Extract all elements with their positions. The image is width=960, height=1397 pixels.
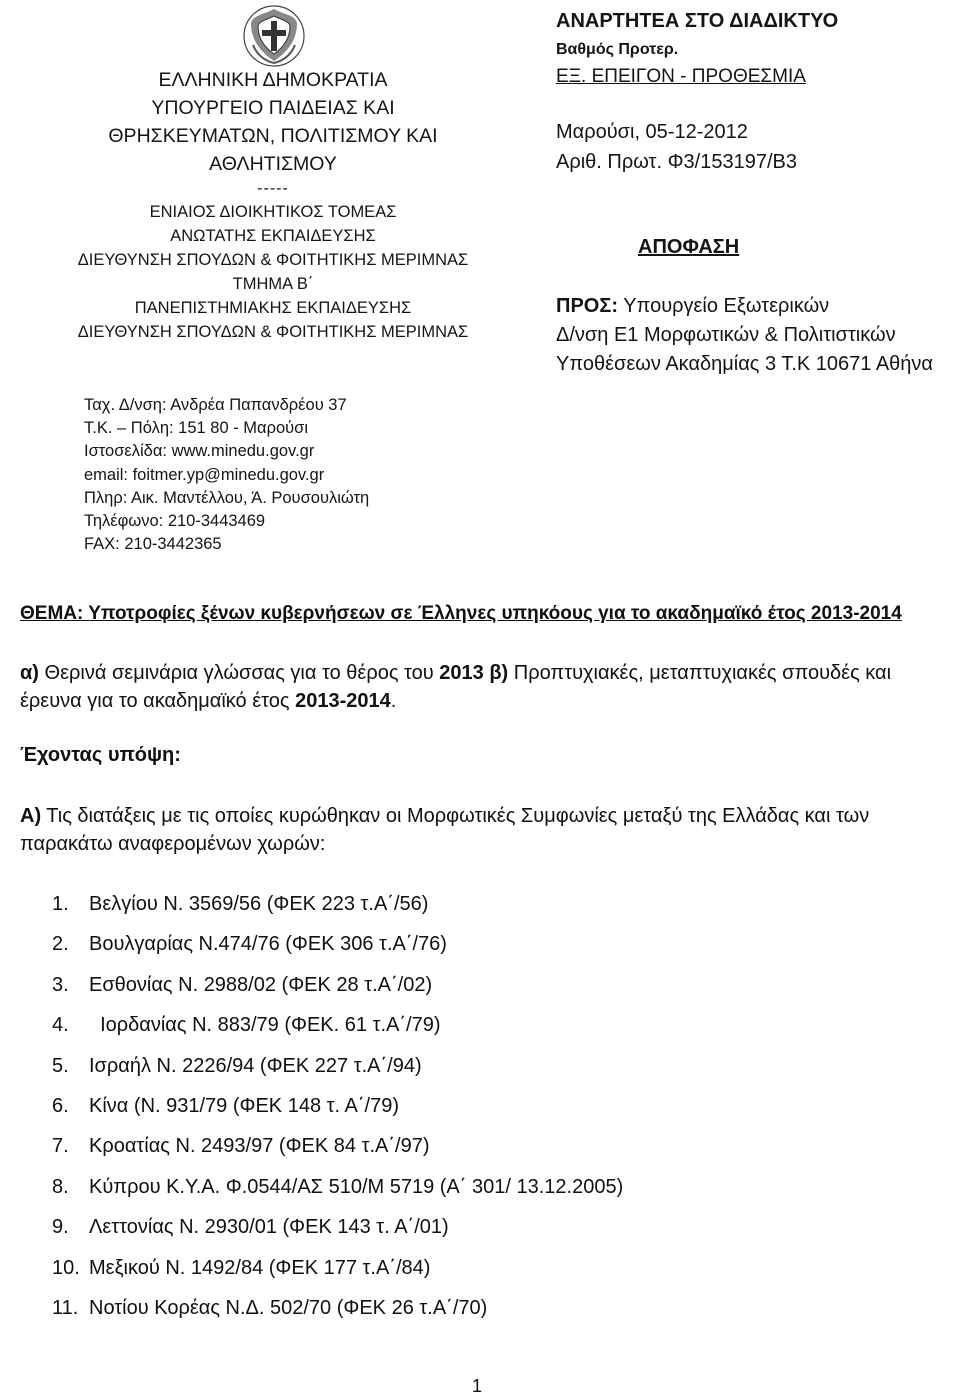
fax-number: FAX: 210-3442365 (84, 535, 222, 554)
decision-title: ΑΠΟΦΑΣΗ (638, 236, 740, 258)
recipient-line: Υποθέσεων Ακαδημίας 3 Τ.Κ 10671 Αθήνα (556, 353, 933, 375)
unit-line: ΤΜΗΜΑ Β΄ (232, 275, 314, 293)
website: Ιστοσελίδα: www.minedu.gov.gr (84, 442, 315, 461)
list-item: 4. Ιορδανίας Ν. 883/79 (ΦΕΚ. 61 τ.Α΄/79) (52, 1014, 441, 1037)
ministry-line: ΘΡΗΣΚΕΥΜΑΤΩΝ, ΠΟΛΙΤΙΣΜΟΥ ΚΑΙ (108, 125, 438, 147)
unit-line: ΔΙΕΥΘΥΝΣΗ ΣΠΟΥΔΩΝ & ΦΟΙΤΗΤΙΚΗΣ ΜΕΡΙΜΝΑΣ (77, 251, 469, 269)
list-item: 11. Νοτίου Κορέας Ν.Δ. 502/70 (ΦΕΚ 26 τ.Α΄/70) (52, 1296, 488, 1319)
intro-paragraph: α) Θερινά σεμινάρια γλώσσας για το θέρος του 2013 β) Προπτυχιακές, μεταπτυχιακές σπουδές και έρευνα για το ακαδημαϊκό έτος 2013-2014. (20, 662, 892, 712)
recipient-block (556, 292, 933, 379)
list-item: 6. Κίνα (Ν. 931/79 (ΦΕΚ 148 τ. Α΄/79) (52, 1094, 399, 1117)
unit-line: ΕΝΙΑΙΟΣ ΔΙΟΙΚΗΤΙΚΟΣ ΤΟΜΕΑΣ (149, 203, 397, 221)
greek-emblem-icon (243, 5, 305, 67)
recipient-label: ΠΡΟΣ: (556, 295, 619, 317)
priority-label: Βαθμός Προτερ. (556, 41, 679, 58)
protocol-number: Αριθ. Πρωτ. Φ3/153197/Β3 (556, 151, 797, 173)
list-item: 1. Βελγίου Ν. 3569/56 (ΦΕΚ 223 τ.Α΄/56) (52, 893, 429, 915)
email: email: foitmer.yp@minedu.gov.gr (84, 465, 325, 484)
postal-address: Ταχ. Δ/νση: Ανδρέα Παπανδρέου 37 (84, 396, 347, 414)
list-item: 5. Ισραήλ Ν. 2226/94 (ΦΕΚ 227 τ.Α΄/94) (52, 1054, 422, 1077)
provision-paragraph: Α) Τις διατάξεις με τις οποίες κυρώθηκαν οι Μορφωτικές Συμφωνίες μεταξύ της Ελλάδας και των παρακάτω αναφερομένων χωρών: (20, 805, 870, 855)
contact-info (84, 394, 369, 556)
page-number: 1 (472, 1376, 483, 1396)
considering-heading: Έχοντας υπόψη: (20, 744, 181, 766)
urgency-label: ΕΞ. ΕΠΕΙΓΟΝ - ΠΡΟΘΕΣΜΙΑ (556, 66, 806, 87)
subject-text: : Υποτροφίες ξένων κυβερνήσεων σε Έλληνες υπηκόους για το ακαδημαϊκό έτος 2013-2014 (77, 603, 902, 624)
posting-note: ΑΝΑΡΤΗΤΕΑ ΣΤΟ ΔΙΑΔΙΚΤΥΟ (556, 10, 839, 32)
ministry-line: ΥΠΟΥΡΓΕΙΟ ΠΑΙΔΕΙΑΣ ΚΑΙ (151, 97, 395, 119)
ministry-line: ΑΘΛΗΤΙΣΜΟΥ (209, 153, 337, 175)
agreements-list (52, 890, 852, 1334)
list-item: 3. Εσθονίας Ν. 2988/02 (ΦΕΚ 28 τ.Α΄/02) (52, 973, 433, 996)
republic-title: ΕΛΛΗΝΙΚΗ ΔΗΜΟΚΡΑΤΙΑ (158, 69, 388, 91)
unit-line: ΔΙΕΥΘΥΝΣΗ ΣΠΟΥΔΩΝ & ΦΟΙΤΗΤΙΚΗΣ ΜΕΡΙΜΝΑΣ (77, 323, 469, 341)
contact-persons: Πληρ: Αικ. Μαντέλλου, Ά. Ρουσουλιώτη (84, 488, 370, 507)
issuer-header (20, 66, 526, 344)
unit-line: ΑΝΩΤΑΤΗΣ ΕΚΠΑΙΔΕΥΣΗΣ (170, 227, 376, 245)
recipient-line: Υπουργείο Εξωτερικών (623, 295, 830, 317)
list-item: 9. Λεττονίας Ν. 2930/01 (ΦΕΚ 143 τ. Α΄/01) (52, 1216, 449, 1239)
document-date: Μαρούσι, 05-12-2012 (556, 121, 748, 143)
list-item: 7. Κροατίας Ν. 2493/97 (ΦΕΚ 84 τ.Α΄/97) (52, 1135, 430, 1158)
recipient-line: Δ/νση Ε1 Μορφωτικών & Πολιτιστικών (556, 324, 896, 346)
list-item: 2. Βουλγαρίας Ν.474/76 (ΦΕΚ 306 τ.Α΄/76) (52, 933, 447, 956)
postal-code: Τ.Κ. – Πόλη: 151 80 - Μαρούσι (84, 419, 309, 438)
list-item: 8. Κύπρου Κ.Υ.Α. Φ.0544/ΑΣ 510/Μ 5719 (Α΄ 301/ 13.12.2005) (52, 1175, 624, 1198)
header-separator: ----- (257, 180, 289, 197)
unit-line: ΠΑΝΕΠΙΣΤΗΜΙΑΚΗΣ ΕΚΠΑΙΔΕΥΣΗΣ (134, 299, 412, 317)
list-item: 10. Μεξικού Ν. 1492/84 (ΦΕΚ 177 τ.Α΄/84) (52, 1256, 431, 1279)
phone-number: Τηλέφωνο: 210-3443469 (84, 512, 266, 531)
subject-line (20, 603, 902, 625)
subject-label: ΘΕΜΑ (20, 603, 77, 624)
